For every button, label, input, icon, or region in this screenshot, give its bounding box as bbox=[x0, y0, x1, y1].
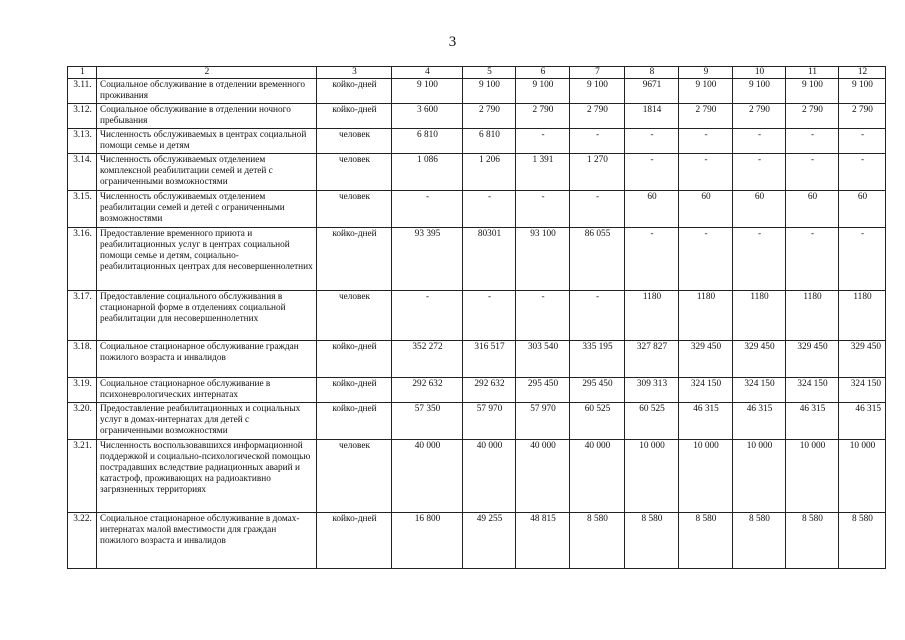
value-cell-col-8: - bbox=[625, 129, 679, 154]
value-cell-col-12: 2 790 bbox=[839, 104, 886, 129]
value-cell-col-9: 8 580 bbox=[679, 513, 733, 569]
value-cell-col-4: 6 810 bbox=[392, 129, 463, 154]
value-cell-col-6: 1 391 bbox=[516, 154, 570, 191]
value-cell-col-9: 2 790 bbox=[679, 104, 733, 129]
column-header-5: 5 bbox=[463, 67, 516, 79]
value-cell-col-5: 9 100 bbox=[463, 79, 516, 104]
row-description-cell: Предоставление временного приюта и реабилитационных услуг в центрах социальной помощи семье и детям, социально-реабилитационных центрах для несовершеннолетних bbox=[97, 228, 317, 291]
value-cell-col-11: 1180 bbox=[786, 291, 839, 341]
value-cell-col-4: 9 100 bbox=[392, 79, 463, 104]
value-cell-col-11: 46 315 bbox=[786, 403, 839, 440]
value-cell-col-5: 6 810 bbox=[463, 129, 516, 154]
value-cell-col-6: 9 100 bbox=[516, 79, 570, 104]
table-row bbox=[68, 291, 886, 341]
value-cell-col-7: 295 450 bbox=[570, 378, 625, 403]
table-row bbox=[68, 341, 886, 378]
row-description-cell: Социальное стационарное обслуживание в домах-интернатах малой вместимости для граждан пожилого возраста и инвалидов bbox=[97, 513, 317, 569]
value-cell-col-10: - bbox=[733, 129, 786, 154]
value-cell-col-5: - bbox=[463, 191, 516, 228]
value-cell-col-9: 46 315 bbox=[679, 403, 733, 440]
column-header-8: 8 bbox=[625, 67, 679, 79]
value-cell-col-11: 60 bbox=[786, 191, 839, 228]
value-cell-col-7: 335 195 bbox=[570, 341, 625, 378]
table-row bbox=[68, 378, 886, 403]
value-cell-col-7: 9 100 bbox=[570, 79, 625, 104]
row-number-cell: 3.11. bbox=[68, 79, 97, 104]
value-cell-col-11: 10 000 bbox=[786, 440, 839, 513]
table-row bbox=[68, 154, 886, 191]
row-description-cell: Численность воспользовавшихся информационной поддержкой и социально-психологической помощью пострадавших вследствие радиационных аварий и катастроф, проживающих на радиоактивно загрязненных территориях bbox=[97, 440, 317, 513]
table-row bbox=[68, 129, 886, 154]
value-cell-col-12: 329 450 bbox=[839, 341, 886, 378]
value-cell-col-9: - bbox=[679, 154, 733, 191]
row-number-cell: 3.20. bbox=[68, 403, 97, 440]
column-header-7: 7 bbox=[570, 67, 625, 79]
row-unit-cell: человек bbox=[317, 440, 392, 513]
value-cell-col-8: 327 827 bbox=[625, 341, 679, 378]
table-row bbox=[68, 403, 886, 440]
row-number-cell: 3.14. bbox=[68, 154, 97, 191]
value-cell-col-10: 1180 bbox=[733, 291, 786, 341]
value-cell-col-5: 1 206 bbox=[463, 154, 516, 191]
table-row bbox=[68, 79, 886, 104]
value-cell-col-9: 324 150 bbox=[679, 378, 733, 403]
value-cell-col-10: 2 790 bbox=[733, 104, 786, 129]
value-cell-col-12: 9 100 bbox=[839, 79, 886, 104]
row-description-cell: Социальное обслуживание в отделении временного проживания bbox=[97, 79, 317, 104]
row-number-cell: 3.13. bbox=[68, 129, 97, 154]
value-cell-col-10: 329 450 bbox=[733, 341, 786, 378]
value-cell-col-7: - bbox=[570, 129, 625, 154]
value-cell-col-5: 49 255 bbox=[463, 513, 516, 569]
value-cell-col-10: 10 000 bbox=[733, 440, 786, 513]
value-cell-col-11: 2 790 bbox=[786, 104, 839, 129]
value-cell-col-6: 57 970 bbox=[516, 403, 570, 440]
table-row bbox=[68, 104, 886, 129]
value-cell-col-4: 292 632 bbox=[392, 378, 463, 403]
value-cell-col-7: - bbox=[570, 291, 625, 341]
table-body bbox=[68, 79, 886, 569]
table-row bbox=[68, 513, 886, 569]
value-cell-col-9: - bbox=[679, 129, 733, 154]
row-description-cell: Социальное стационарное обслуживание граждан пожилого возраста и инвалидов bbox=[97, 341, 317, 378]
value-cell-col-4: - bbox=[392, 191, 463, 228]
column-header-1: 1 bbox=[68, 67, 97, 79]
value-cell-col-9: 10 000 bbox=[679, 440, 733, 513]
column-header-4: 4 bbox=[392, 67, 463, 79]
row-unit-cell: койко-дней bbox=[317, 513, 392, 569]
value-cell-col-6: - bbox=[516, 291, 570, 341]
indicators-table bbox=[67, 66, 886, 569]
value-cell-col-6: 93 100 bbox=[516, 228, 570, 291]
value-cell-col-12: - bbox=[839, 129, 886, 154]
value-cell-col-8: 8 580 bbox=[625, 513, 679, 569]
value-cell-col-11: 9 100 bbox=[786, 79, 839, 104]
row-unit-cell: койко-дней bbox=[317, 341, 392, 378]
value-cell-col-8: 1180 bbox=[625, 291, 679, 341]
row-unit-cell: койко-дней bbox=[317, 228, 392, 291]
value-cell-col-4: - bbox=[392, 291, 463, 341]
column-header-12: 12 bbox=[839, 67, 886, 79]
value-cell-col-12: 1180 bbox=[839, 291, 886, 341]
value-cell-col-10: 60 bbox=[733, 191, 786, 228]
value-cell-col-10: 9 100 bbox=[733, 79, 786, 104]
row-number-cell: 3.19. bbox=[68, 378, 97, 403]
value-cell-col-4: 16 800 bbox=[392, 513, 463, 569]
row-unit-cell: человек bbox=[317, 129, 392, 154]
value-cell-col-12: - bbox=[839, 228, 886, 291]
value-cell-col-5: 2 790 bbox=[463, 104, 516, 129]
value-cell-col-5: 292 632 bbox=[463, 378, 516, 403]
value-cell-col-8: - bbox=[625, 154, 679, 191]
value-cell-col-7: - bbox=[570, 191, 625, 228]
row-description-cell: Социальное обслуживание в отделении ночного пребывания bbox=[97, 104, 317, 129]
value-cell-col-11: 329 450 bbox=[786, 341, 839, 378]
row-number-cell: 3.17. bbox=[68, 291, 97, 341]
table-row bbox=[68, 228, 886, 291]
column-header-11: 11 bbox=[786, 67, 839, 79]
value-cell-col-9: 9 100 bbox=[679, 79, 733, 104]
row-description-cell: Предоставление реабилитационных и социальных услуг в домах-интернатах для детей с ограниченными возможностями bbox=[97, 403, 317, 440]
value-cell-col-5: 57 970 bbox=[463, 403, 516, 440]
value-cell-col-4: 352 272 bbox=[392, 341, 463, 378]
row-number-cell: 3.12. bbox=[68, 104, 97, 129]
value-cell-col-11: - bbox=[786, 129, 839, 154]
value-cell-col-5: 40 000 bbox=[463, 440, 516, 513]
row-number-cell: 3.18. bbox=[68, 341, 97, 378]
value-cell-col-4: 40 000 bbox=[392, 440, 463, 513]
row-unit-cell: койко-дней bbox=[317, 79, 392, 104]
value-cell-col-12: 46 315 bbox=[839, 403, 886, 440]
column-header-2: 2 bbox=[97, 67, 317, 79]
row-number-cell: 3.21. bbox=[68, 440, 97, 513]
value-cell-col-4: 57 350 bbox=[392, 403, 463, 440]
value-cell-col-6: - bbox=[516, 129, 570, 154]
value-cell-col-12: 8 580 bbox=[839, 513, 886, 569]
page-number: 3 bbox=[448, 34, 457, 50]
table-row bbox=[68, 440, 886, 513]
value-cell-col-7: 60 525 bbox=[570, 403, 625, 440]
row-description-cell: Предоставление социального обслуживания в стационарной форме в отделениях социальной реабилитации для несовершеннолетних bbox=[97, 291, 317, 341]
value-cell-col-12: 60 bbox=[839, 191, 886, 228]
value-cell-col-10: 46 315 bbox=[733, 403, 786, 440]
table-header bbox=[68, 67, 886, 79]
value-cell-col-7: 1 270 bbox=[570, 154, 625, 191]
value-cell-col-4: 93 395 bbox=[392, 228, 463, 291]
value-cell-col-6: 303 540 bbox=[516, 341, 570, 378]
value-cell-col-8: - bbox=[625, 228, 679, 291]
value-cell-col-11: 8 580 bbox=[786, 513, 839, 569]
row-unit-cell: койко-дней bbox=[317, 378, 392, 403]
value-cell-col-8: 60 525 bbox=[625, 403, 679, 440]
row-unit-cell: койко-дней bbox=[317, 403, 392, 440]
value-cell-col-10: - bbox=[733, 154, 786, 191]
value-cell-col-10: 8 580 bbox=[733, 513, 786, 569]
value-cell-col-6: 48 815 bbox=[516, 513, 570, 569]
value-cell-col-8: 10 000 bbox=[625, 440, 679, 513]
row-unit-cell: человек bbox=[317, 154, 392, 191]
row-number-cell: 3.16. bbox=[68, 228, 97, 291]
value-cell-col-7: 40 000 bbox=[570, 440, 625, 513]
value-cell-col-8: 60 bbox=[625, 191, 679, 228]
row-unit-cell: человек bbox=[317, 291, 392, 341]
row-unit-cell: человек bbox=[317, 191, 392, 228]
value-cell-col-10: 324 150 bbox=[733, 378, 786, 403]
row-description-cell: Численность обслуживаемых отделением комплексной реабилитации семей и детей с ограниченными возможностями bbox=[97, 154, 317, 191]
value-cell-col-6: - bbox=[516, 191, 570, 228]
value-cell-col-10: - bbox=[733, 228, 786, 291]
value-cell-col-12: 10 000 bbox=[839, 440, 886, 513]
value-cell-col-5: 80301 bbox=[463, 228, 516, 291]
value-cell-col-9: 60 bbox=[679, 191, 733, 228]
row-description-cell: Численность обслуживаемых в центрах социальной помощи семье и детям bbox=[97, 129, 317, 154]
value-cell-col-12: 324 150 bbox=[839, 378, 886, 403]
value-cell-col-5: - bbox=[463, 291, 516, 341]
value-cell-col-9: - bbox=[679, 228, 733, 291]
row-unit-cell: койко-дней bbox=[317, 104, 392, 129]
value-cell-col-7: 2 790 bbox=[570, 104, 625, 129]
column-header-3: 3 bbox=[317, 67, 392, 79]
value-cell-col-4: 1 086 bbox=[392, 154, 463, 191]
value-cell-col-9: 1180 bbox=[679, 291, 733, 341]
row-number-cell: 3.15. bbox=[68, 191, 97, 228]
table-row bbox=[68, 191, 886, 228]
row-number-cell: 3.22. bbox=[68, 513, 97, 569]
value-cell-col-7: 86 055 bbox=[570, 228, 625, 291]
value-cell-col-6: 40 000 bbox=[516, 440, 570, 513]
value-cell-col-6: 2 790 bbox=[516, 104, 570, 129]
column-header-10: 10 bbox=[733, 67, 786, 79]
column-header-9: 9 bbox=[679, 67, 733, 79]
column-header-6: 6 bbox=[516, 67, 570, 79]
value-cell-col-4: 3 600 bbox=[392, 104, 463, 129]
value-cell-col-6: 295 450 bbox=[516, 378, 570, 403]
value-cell-col-8: 1814 bbox=[625, 104, 679, 129]
value-cell-col-12: - bbox=[839, 154, 886, 191]
value-cell-col-11: - bbox=[786, 154, 839, 191]
value-cell-col-11: 324 150 bbox=[786, 378, 839, 403]
value-cell-col-5: 316 517 bbox=[463, 341, 516, 378]
header-row bbox=[68, 67, 886, 79]
value-cell-col-11: - bbox=[786, 228, 839, 291]
value-cell-col-8: 9671 bbox=[625, 79, 679, 104]
value-cell-col-8: 309 313 bbox=[625, 378, 679, 403]
row-description-cell: Численность обслуживаемых отделением реабилитации семей и детей с ограниченными возможностями bbox=[97, 191, 317, 228]
value-cell-col-7: 8 580 bbox=[570, 513, 625, 569]
row-description-cell: Социальное стационарное обслуживание в психоневрологических интернатах bbox=[97, 378, 317, 403]
value-cell-col-9: 329 450 bbox=[679, 341, 733, 378]
